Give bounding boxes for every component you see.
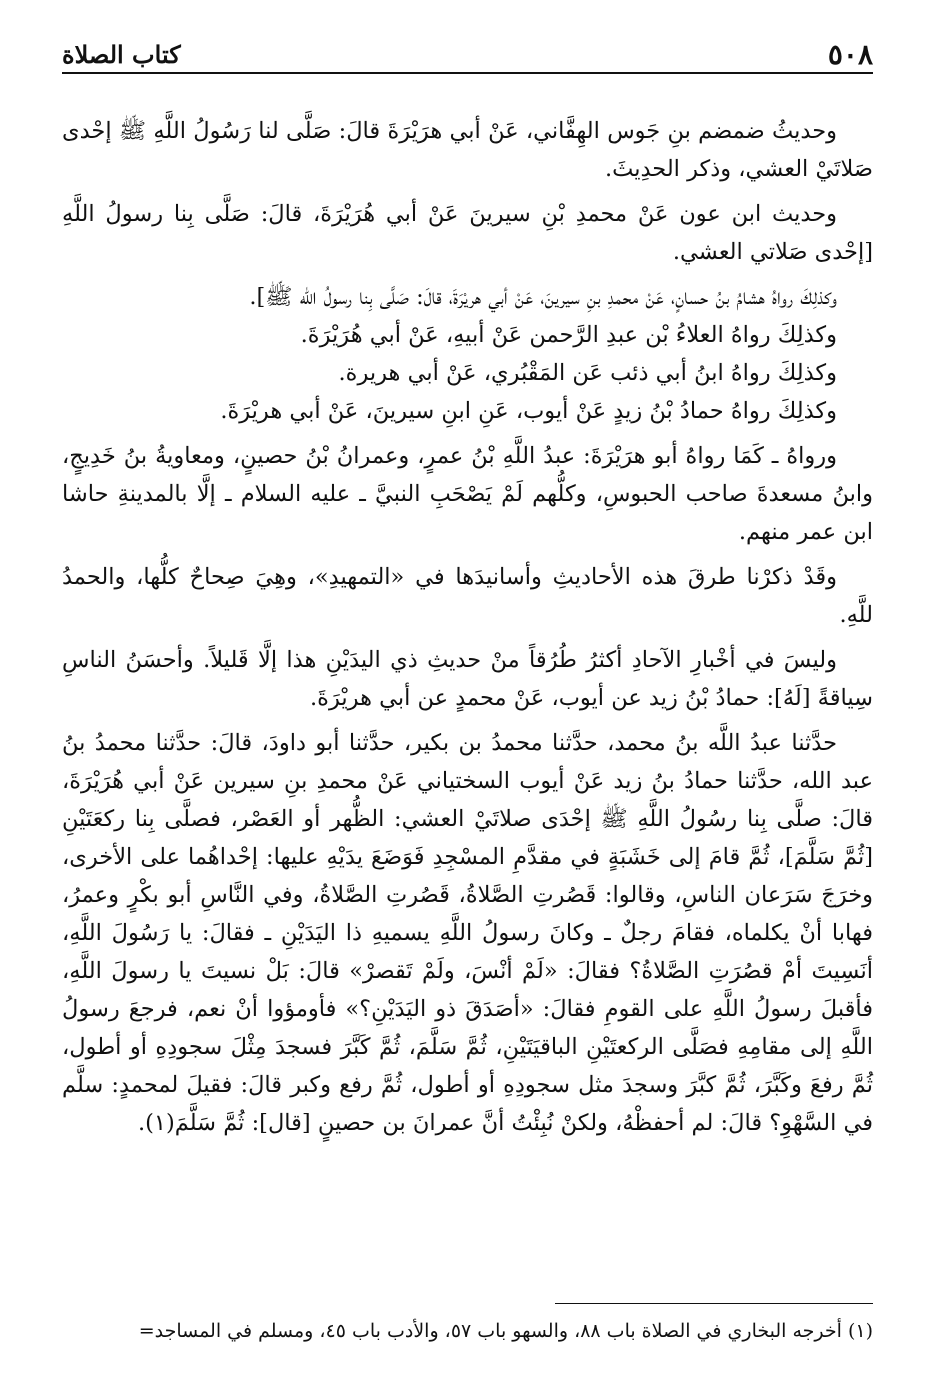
- page-header: [62, 36, 873, 74]
- page-number: ٥٠٨: [827, 38, 873, 71]
- paragraph: وحديث ابن عون عَنْ محمدِ بْنِ سيرينَ عَنْ أبي هُرَيْرَةَ، قالَ: صَلَّى بِنا رسولُ اللَّهِ [إحْدى صَلاتي العشي.: [62, 201, 873, 265]
- paragraph: وكذلِكَ رواهُ ابنُ أبي ذئب عَن المَقْبُري، عَنْ أبي هريرة.: [338, 360, 837, 386]
- paragraph: وكذلِكَ رواهُ حمادُ بْنُ زيدٍ عَنْ أيوب، عَنِ ابنِ سيرينَ، عَنْ أبي هريْرَةَ.: [220, 398, 837, 424]
- paragraph: ورواهُ ـ كَمَا رواهُ أبو هرَيْرَةَ: عبدُ اللَّهِ بْنُ عمرٍ، وعمرانُ بْنُ حصينٍ، ومعاويةُ بنُ خَدِيجٍ، وابنُ مسعدةَ صاحب الحبوسِ، وكلُّهم لَمْ يَصْحَبِ النبيَّ ـ عليه السلام ـ إلَّا بالمدينةِ حاشا ابن عمر منهم.: [62, 443, 873, 545]
- paragraph: وكذلِكَ رواهُ هشامُ بنُ حسانٍ، عَنْ محمدِ بنِ سيرينَ، عَنْ أبي هريْرَةَ، قالَ: صَلَّى بِنا رسولُ الله ﷺ].: [249, 284, 837, 310]
- paragraph: حدَّثنا عبدُ اللَّه بنُ محمد، حدَّثنا محمدُ بن بكير، حدَّثنا أبو داودَ، قالَ: حدَّثنا محمدُ بنُ عبد الله، حدَّثنا حمادُ بنُ زيد عَنْ أيوب السختياني عَنْ محمدِ بنِ سيرين عَنْ أبي هُرَيْرَةَ، قالَ: صلَّى بِنا رسُولُ اللَّهِ ﷺ إحْدَى صلاتَيْ العشي: الظُّهر أو العَصْر، فصلَّى بِنا ركعَتَيْنِ [ثُمَّ سَلَّمَ]، ثُمَّ قامَ إلى خَشَبَةٍ في مقدَّمِ المسْجِدِ فَوَضَعَ يدَيْهِ عليها: إحْداهُما على الأخرى، وخرَجَ سَرَعان الناسِ، وقالوا: قَصُرتِ الصَّلاةُ، قَصُرتِ الصَّلاةُ، وفي النَّاسِ أبو بكْرٍ وعمرُ، فهابا أنْ يكلماه، فقامَ رجلٌ ـ وكانَ رسولُ اللَّهِ يسميهِ ذا اليَدَيْنِ ـ فقالَ: يا رَسُولَ اللَّهِ، أنَسِيتَ أمْ قصُرَتِ الصَّلاةُ؟ فقالَ: «لَمْ أنْسَ، ولَمْ تَقصرْ» قالَ: بَلْ نسيتَ يا رسولَ اللَّهِ، فأقبلَ رسولُ اللَّهِ على القومِ فقالَ: «أصَدَقَ ذو اليَدَيْنِ؟» فأومؤوا أنْ نعم، فرجعَ رسولُ اللَّهِ إلى مقامِهِ فصَلَّى الركعتَيْنِ الباقيَتَيْنِ، ثُمَّ سَلَّمَ، ثُمَّ كَبَّرَ فسجدَ مِثْلَ سجودِهِ أو أطول، ثُمَّ رفعَ وكَبَّرَ، ثُمَّ كبَّرَ وسجدَ مثل سجودِهِ أو أطول، ثُمَّ رفع وكبر قالَ: فقيلَ لمحمدٍ: سلَّم في السَّهْوِ؟ قالَ: لم أحفظْهُ، ولكنْ نُبِئْتُ أنَّ عمرانَ بن حصينٍ [قال]: ثُمَّ سَلَّمَ(١).: [62, 730, 873, 1136]
- footnote: (١) أخرجه البخاري في الصلاة باب ٨٨، والسهو باب ٥٧، والأدب باب ٤٥، ومسلم في المساجد=: [138, 1320, 873, 1342]
- paragraph: وليسَ في أخْبارِ الآحادِ أكثرُ طُرُقاً منْ حديثِ ذي اليدَيْنِ هذا إلَّا قَليلاً. وأحسَنُ الناسِ سِياقةً [لَهُ]: حمادُ بْنُ زيد عن أيوب، عَنْ محمدٍ عن أبي هريْرَةَ.: [62, 647, 873, 711]
- running-title: كتاب الصلاة: [62, 40, 181, 69]
- main-text: [62, 112, 873, 1149]
- paragraph: وحديثُ ضمضم بنِ جَوس الهِفَّاني، عَنْ أبي هرَيْرَةَ قالَ: صَلَّى لنا رَسُولُ اللَّهِ ﷺ إحْدى صَلاتَيْ العشي، وذكر الحدِيثَ.: [62, 118, 873, 182]
- paragraph: وقَدْ ذكرْنا طرقَ هذه الأحاديثِ وأسانيدَها في «التمهيدِ»، وهِيَ صِحاحٌ كلُّها، والحمدُ للَّهِ.: [62, 564, 873, 628]
- paragraph: وكذلِكَ رواهُ العلاءُ بْن عبدِ الرَّحمن عَنْ أبيهِ، عَنْ أبي هُرَيْرَةَ.: [300, 322, 837, 348]
- footnote-divider: [555, 1303, 873, 1304]
